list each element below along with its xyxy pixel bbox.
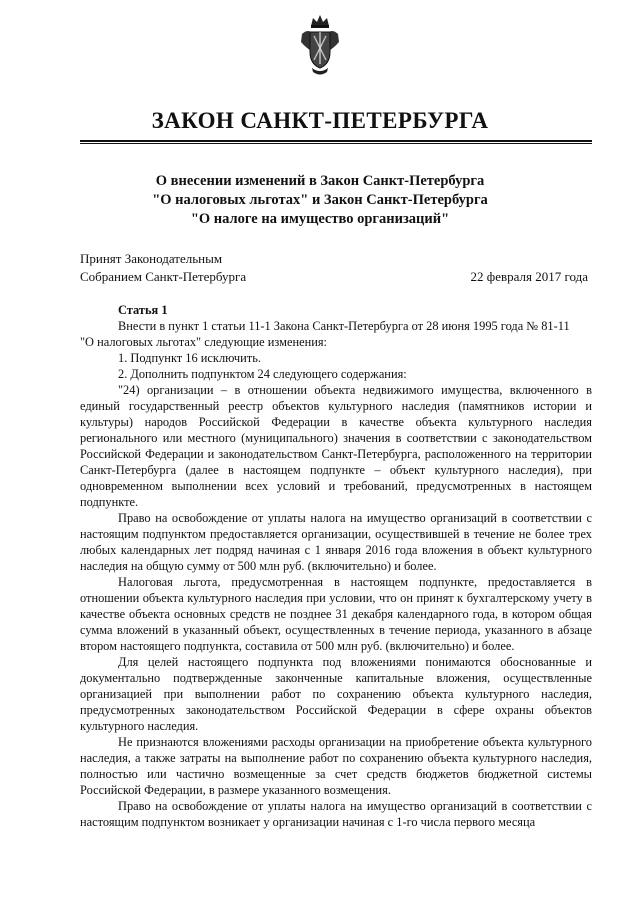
adoption-date: 22 февраля 2017 года [470,269,588,284]
article-paragraph: Право на освобождение от уплаты налога на имущество организаций в соответствии с настоящим подпунктом предоставляется организации, осуществившей в течение не более трех любых календарных лет подряд начиная с 1 января 2016 года вложения в объект культурного наследия на общую сумму от 500 млн руб. (включительно) и более. [80,511,592,573]
subject-line: "О налоге на имущество организаций" [190,211,450,227]
article-paragraph: Для целей настоящего подпункта под вложениями понимаются обоснованные и документально подтвержденные законченные капитальные вложения, осуществленные организацией при выполнении работ по сохранению объекта культурного наследия, предусмотренных законодательством Российской Федерации в сфере охраны объектов культурного наследия. [80,655,592,733]
article-paragraph: "24) организации – в отношении объекта недвижимого имущества, включенного в единый государственный реестр объектов культурного наследия (памятников истории и культуры) народов Российской Федерации в качестве объекта культурного наследия регионального или местного (муниципального) значения в соответствии с законодательством Российской Федерации и законодательством Санкт-Петербурга, расположенного на территории Санкт-Петербурга (далее в настоящем подпункте – объект культурного наследия), при одновременном выполнении всех условий и требований, предусмотренных в настоящем подпункте. [80,383,592,509]
article-paragraph: Налоговая льгота, предусмотренная в настоящем подпункте, предоставляется в отношении объекта культурного наследия при условии, что он принят к бухгалтерскому учету в качестве объекта основных средств не позднее 31 декабря календарного года, в котором общая сумма вложений в указанный объект, осуществленных в течение периода, указанного в абзаце втором настоящего подпункта, составила от 500 млн руб. (включительно) и более. [80,575,592,653]
title-underline [80,140,592,144]
article-item: 2. Дополнить подпунктом 24 следующего содержания: [118,367,407,381]
subject-line: "О налоговых льготах" и Закон Санкт-Петербурга [152,192,488,208]
article-intro: Внести в пункт 1 статьи 11-1 Закона Санкт-Петербурга от 28 июня 1995 года № 81-11 [118,319,570,333]
adoption-line: Принят Законодательным [80,251,223,266]
st-petersburg-coat-of-arms-icon [298,12,342,78]
article-paragraph: Не признаются вложениями расходы организации на приобретение объекта культурного наследия, а также затраты на выполнение работ по сохранению объекта культурного наследия, полностью или частично возмещенные за счет средств бюджетов бюджетной системы Российской Федерации, в размере указанного возмещения. [80,735,592,797]
law-subject [0,172,640,229]
subject-line: О внесении изменений в Закон Санкт-Петербурга [155,173,485,189]
article-body [80,302,592,830]
article-heading: Статья 1 [118,303,168,317]
article-item: 1. Подпункт 16 исключить. [118,351,261,365]
adoption-line: Собранием Санкт-Петербурга [80,269,247,284]
article-intro-continued: "О налоговых льготах" следующие изменения: [80,335,327,349]
law-title: ЗАКОН САНКТ-ПЕТЕРБУРГА [151,108,489,133]
article-paragraph: Право на освобождение от уплаты налога на имущество организаций в соответствии с настоящим подпунктом возникает у организации начиная с 1-го числа первого месяца [80,799,592,829]
adoption-body [80,250,246,286]
